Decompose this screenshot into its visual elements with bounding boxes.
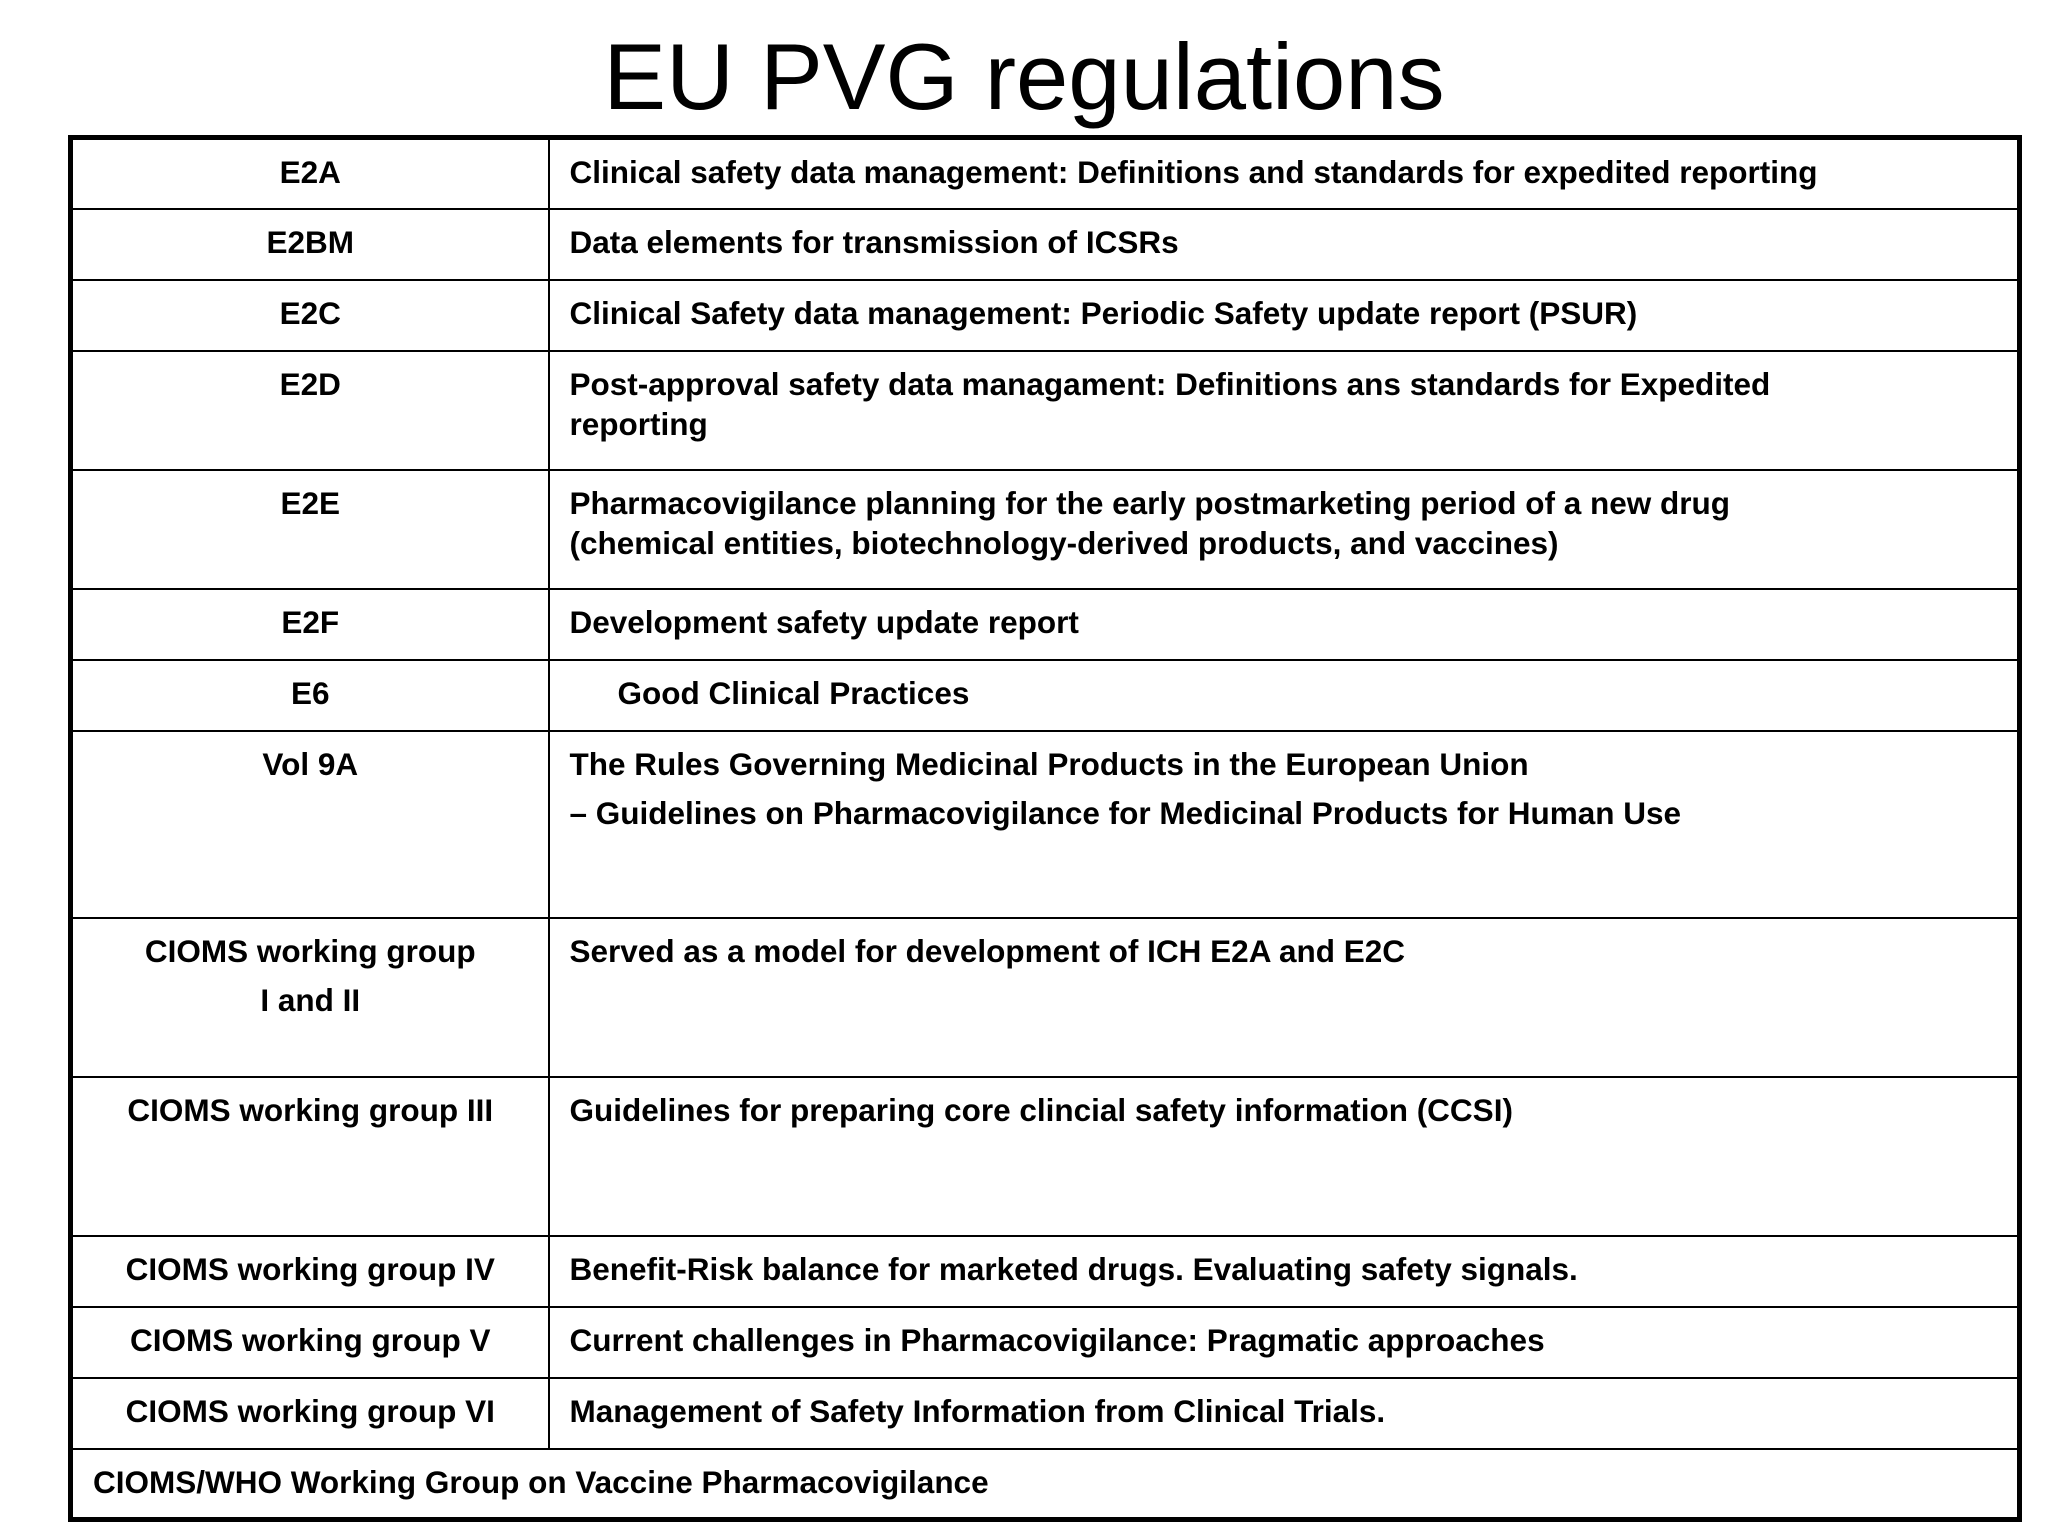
- regulation-code: CIOMS working group IV: [71, 1236, 549, 1307]
- table-row: [71, 731, 2020, 918]
- regulation-description: Current challenges in Pharmacovigilance: Pragmatic approaches: [549, 1307, 2020, 1378]
- regulation-code: Vol 9A: [71, 731, 549, 918]
- page-title: EU PVG regulations: [603, 24, 1445, 129]
- regulation-description: Management of Safety Information from Clinical Trials.: [549, 1378, 2020, 1449]
- table-row: [71, 351, 2020, 470]
- regulation-code: E2D: [71, 351, 549, 470]
- regulations-table: [68, 135, 2022, 1522]
- table-row: [71, 589, 2020, 660]
- regulation-description: Data elements for transmission of ICSRs: [549, 209, 2020, 280]
- regulation-description: Clinical safety data management: Definitions and standards for expedited reporting: [549, 138, 2020, 209]
- table-row: [71, 1077, 2020, 1236]
- regulation-description: Served as a model for development of ICH E2A and E2C: [549, 918, 2020, 1077]
- table-row: [71, 1236, 2020, 1307]
- table-row: [71, 470, 2020, 589]
- regulation-description: Development safety update report: [549, 589, 2020, 660]
- regulation-description: Benefit-Risk balance for marketed drugs. Evaluating safety signals.: [549, 1236, 2020, 1307]
- regulation-code: E2E: [71, 470, 549, 589]
- regulation-description: The Rules Governing Medicinal Products in the European Union – Guidelines on Pharmacovigilance for Medicinal Products for Human Use: [549, 731, 2020, 918]
- regulation-code: E2F: [71, 589, 549, 660]
- table-row: [71, 138, 2020, 209]
- footer-cell: CIOMS/WHO Working Group on Vaccine Pharmacovigilance: [71, 1449, 2020, 1520]
- regulation-code: E2C: [71, 280, 549, 351]
- table-row: [71, 280, 2020, 351]
- regulation-description: Post-approval safety data managament: Definitions ans standards for Expedited reporting: [549, 351, 2020, 470]
- regulation-code: CIOMS working group VI: [71, 1378, 549, 1449]
- regulation-description: Clinical Safety data management: Periodic Safety update report (PSUR): [549, 280, 2020, 351]
- table-row: [71, 1307, 2020, 1378]
- table-footer-row: [71, 1449, 2020, 1520]
- table-row: [71, 918, 2020, 1077]
- table-row: [71, 209, 2020, 280]
- regulation-description: Guidelines for preparing core clincial safety information (CCSI): [549, 1077, 2020, 1236]
- regulation-code: CIOMS working group V: [71, 1307, 549, 1378]
- table-row: [71, 1378, 2020, 1449]
- regulation-code: CIOMS working group I and II: [71, 918, 549, 1077]
- regulation-code: E2A: [71, 138, 549, 209]
- regulation-description: Good Clinical Practices: [549, 660, 2020, 731]
- regulation-code: CIOMS working group III: [71, 1077, 549, 1236]
- regulation-code: E2BM: [71, 209, 549, 280]
- table-row: [71, 660, 2020, 731]
- regulation-description: Pharmacovigilance planning for the early postmarketing period of a new drug (chemical entities, biotechnology-derived products, and vaccines): [549, 470, 2020, 589]
- regulation-code: E6: [71, 660, 549, 731]
